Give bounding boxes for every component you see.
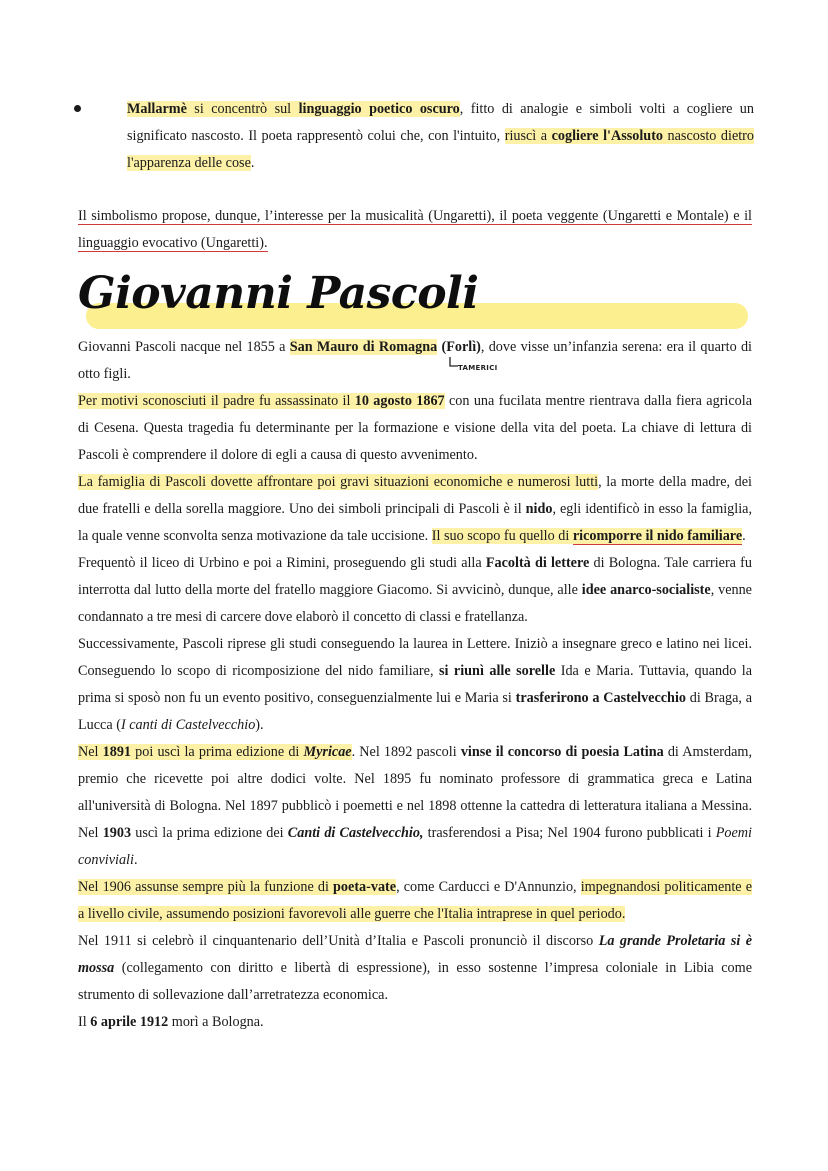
biography-body <box>78 334 752 1036</box>
paragraph-poeta-vate: Nel 1906 assunse sempre più la funzione di poeta-vate, come Carducci e D'Annunzio, impegnandosi politicamente e a livello civile, assumendo posizioni favorevoli alle guerre che l'Italia intraprese in quel periodo. <box>78 879 753 922</box>
handwritten-note: TAMERICI <box>458 364 498 372</box>
paragraph-teaching: Successivamente, Pascoli riprese gli studi conseguendo la laurea in Lettere. Iniziò a insegnare greco e latino nei licei. Conseguendo lo scopo di ricomposizione del nido familiare, si riunì alle sorelle Ida e Maria. Tuttavia, quando la prima si sposò non fu un evento positivo, conseguenzialmente lui e Maria si trasferirono a Castelvecchio di Braga, a Lucca (I canti di Castelvecchio). <box>78 636 752 733</box>
paragraph-speech: Nel 1911 si celebrò il cinquantenario dell’Unità d’Italia e Pascoli pronunciò il discorso La grande Proletaria si è mossa (collegamento con diritto e libertà di espressione), in esso sostenne l’impresa coloniale in Libia come strumento di sollevazione dall’arretratezza economica. <box>78 933 753 1003</box>
bullet-dot-icon <box>74 105 81 112</box>
page-title: Giovanni Pascoli <box>78 268 479 319</box>
paragraph-birth: Giovanni Pascoli nacque nel 1855 a San Mauro di Romagna (Forlì), dove visse un’infanzia serena: era il quarto di otto figli. <box>78 339 752 382</box>
paragraph-family: La famiglia di Pascoli dovette affrontare poi gravi situazioni economiche e numerosi lutti, la morte della madre, dei due fratelli e della sorella maggiore. Uno dei simboli principali di Pascoli è il nido, egli identificò in esso la famiglia, la quale venne sconvolta senza motivazione da tale uccisione. Il suo scopo fu quello di ricomporre il nido familiare. <box>78 474 753 544</box>
paragraph-studies: Frequentò il liceo di Urbino e poi a Rimini, proseguendo gli studi alla Facoltà di lettere di Bologna. Tale carriera fu interrotta dal lutto della morte del fratello maggiore Giacomo. Si avvicinò, dunque, alle idee anarco-socialiste, venne condannato a tre mesi di carcere dove elaborò il concetto di classi e fratellanza. <box>78 555 752 625</box>
bullet-text: Mallarmè si concentrò sul linguaggio poetico oscuro, fitto di analogie e simboli volti a cogliere un significato nascosto. Il poeta rappresentò colui che, con l'intuito, riuscì a cogliere l'Assoluto nascosto dietro l'apparenza delle cose. <box>127 101 755 171</box>
paragraph-death: Il 6 aprile 1912 morì a Bologna. <box>78 1014 264 1030</box>
symbolism-paragraph <box>78 203 752 257</box>
symbolism-text: Il simbolismo propose, dunque, l’interesse per la musicalità (Ungaretti), il poeta veggente (Ungaretti e Montale) e il linguaggio evocativo (Ungaretti). <box>78 208 752 251</box>
bullet-paragraph <box>102 96 754 177</box>
paragraph-father: Per motivi sconosciuti il padre fu assassinato il 10 agosto 1867 con una fucilata mentre rientrava dalla fiera agricola di Cesena. Questa tragedia fu determinante per la formazione e visione della vita del poeta. La chiave di lettura di Pascoli è comprendere il dolore di egli a causa di questo avvenimento. <box>78 393 752 463</box>
paragraph-works: Nel 1891 poi uscì la prima edizione di Myricae. Nel 1892 pascoli vinse il concorso di poesia Latina di Amsterdam, premio che ricevette poi altre dodici volte. Nel 1895 fu nominato professore di grammatica greca e Latina all'università di Bologna. Nel 1897 pubblicò i poemetti e nel 1898 ottenne la cattedra di letteratura italiana a Messina. Nel 1903 uscì la prima edizione dei Canti di Castelvecchio, trasferendosi a Pisa; Nel 1904 furono pubblicati i Poemi conviviali. <box>78 744 752 868</box>
